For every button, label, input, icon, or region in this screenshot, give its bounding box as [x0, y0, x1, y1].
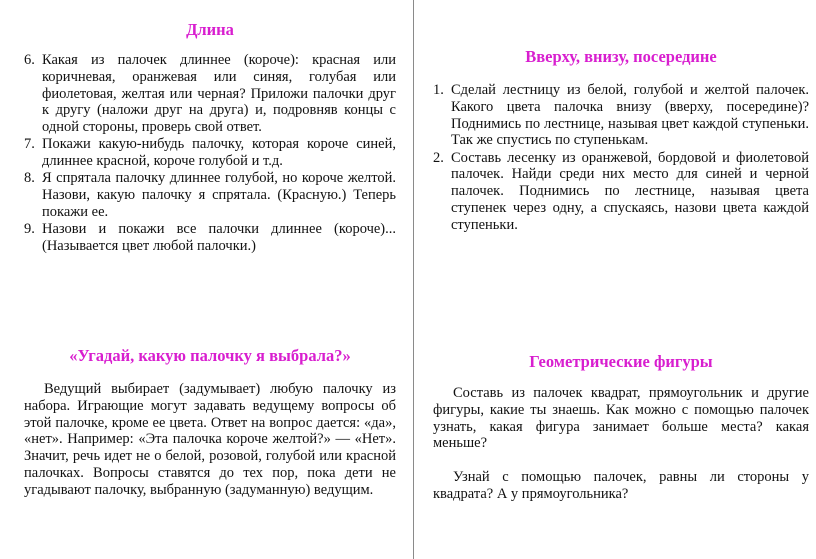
shapes-paragraph-2: Узнай с помощью палочек, равны ли стороны у квадрата? А у прямоугольника? — [433, 469, 809, 502]
item-number: 8. — [24, 170, 35, 187]
item-number: 9. — [24, 221, 35, 238]
section-length — [24, 20, 396, 255]
section-guess-game — [24, 346, 396, 499]
task-list-position — [433, 82, 809, 234]
section-heading-guess-game: «Угадай, какую палочку я выбрала?» — [69, 346, 351, 365]
item-text: Какая из палочек длиннее (короче): красная или коричневая, оранжевая или синяя, голубая или фиолетовая, желтая или черная? Приложи палочки друг к другу (наложи друг на друга) и, подровняв концы с одной стороны, проверь свой ответ. — [42, 52, 396, 136]
item-number: 1. — [433, 82, 444, 98]
item-number: 6. — [24, 52, 35, 68]
item-text: Назови и покажи все палочки длиннее (короче)... (Называется цвет любой палочки.) — [42, 221, 396, 254]
list-item — [24, 170, 396, 220]
section-geometric-shapes — [433, 352, 809, 503]
section-heading-shapes: Геометрические фигуры — [529, 352, 713, 371]
item-number: 7. — [24, 136, 35, 153]
item-text: Я спрятала палочку длиннее голубой, но короче желтой. Назови, какую палочку я спрятала. (Красную.) Теперь покажи ее. — [42, 170, 396, 220]
list-item — [433, 150, 809, 234]
item-text: Покажи какую-нибудь палочку, которая короче синей, длиннее красной, короче голубой и т.д. — [42, 136, 396, 170]
item-text: Сделай лестницу из белой, голубой и желтой палочек. Какого цвета палочка внизу (вверху, посередине)? Поднимись по лестнице, называя цвет каждой ступеньки. Так же спустись по ступенькам. — [451, 82, 809, 149]
list-item — [24, 52, 396, 136]
section-heading-position: Вверху, внизу, посередине — [525, 47, 717, 66]
section-heading-length: Длина — [186, 20, 234, 39]
item-number: 2. — [433, 149, 444, 166]
game-description: Ведущий выбирает (задумывает) любую палочку из набора. Играющие могут задавать ведущему вопросы об этой палочке, кроме ее цвета. Ответ на вопрос дается: «да», «нет». Например: «Эта палочка короче желтой?» — «Нет». Значит, речь идет не о белой, розовой, голубой или красной палочках. Вопросы ставятся до тех пор, пока дети не угадывают палочку, выбранную (задуманную) ведущим. — [24, 381, 396, 498]
list-item — [24, 136, 396, 170]
shapes-paragraph-1: Составь из палочек квадрат, прямоугольник и другие фигуры, какие ты знаешь. Как можно с помощью палочек узнать, какая фигура занимает больше места? какая меньше? — [433, 385, 809, 452]
task-list-length — [24, 52, 396, 255]
column-divider — [413, 0, 414, 559]
list-item — [24, 221, 396, 255]
section-top-bottom-middle — [433, 47, 809, 234]
item-text: Составь лесенку из оранжевой, бордовой и фиолетовой палочек. Найди среди них место для синей и черной палочек. Поднимись по лестнице, называя цвета ступенек через одну, а спускаясь, назови цвета каждой ступеньки. — [451, 149, 809, 233]
list-item — [433, 82, 809, 149]
